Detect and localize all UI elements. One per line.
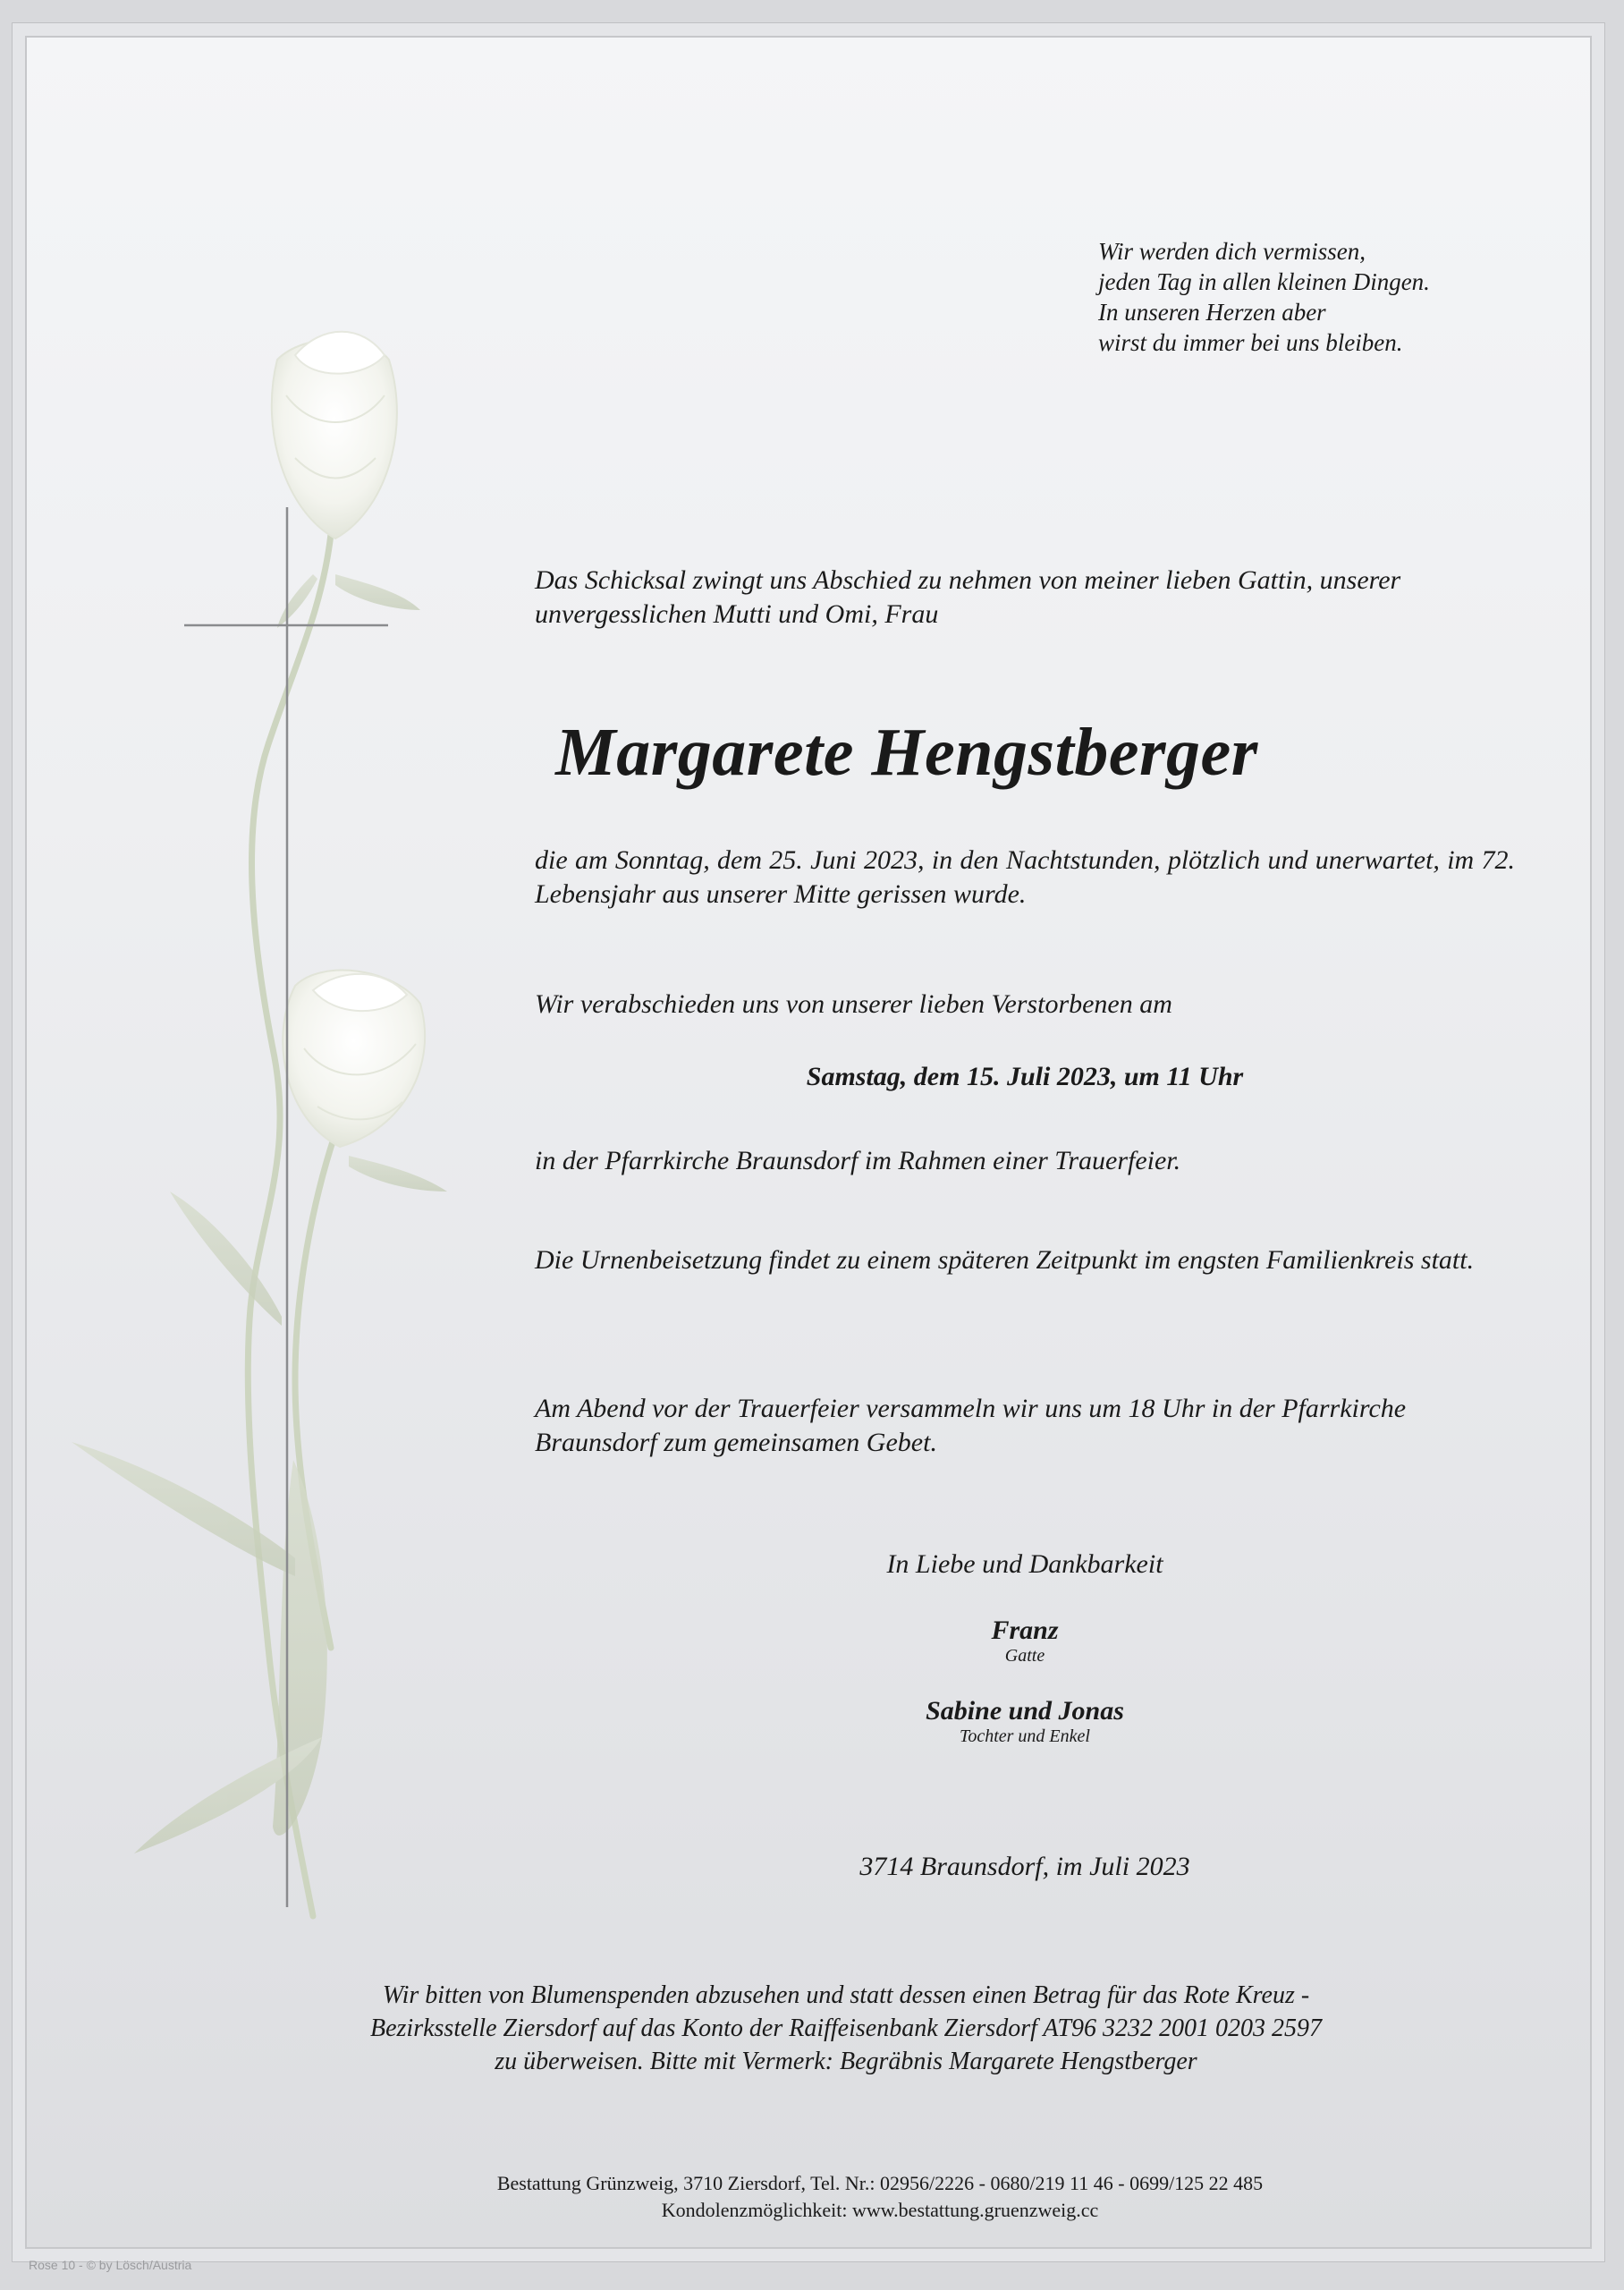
closing-phrase: In Liebe und Dankbarkeit xyxy=(886,1549,1163,1579)
funeral-home-footer xyxy=(27,2170,1590,2224)
donation-request xyxy=(27,1979,1590,2078)
poem-line: wirst du immer bei uns bleiben. xyxy=(1098,329,1403,356)
poem-line: Wir werden dich vermissen, xyxy=(1098,238,1366,265)
poem-line: In unseren Herzen aber xyxy=(1098,299,1326,326)
farewell-text: Wir verabschieden uns von unserer lieben Verstorbenen am xyxy=(535,989,1172,1019)
white-rose-cross-illustration xyxy=(27,38,1590,2247)
poem xyxy=(1098,236,1563,358)
funeral-home-contact: Bestattung Grünzweig, 3710 Ziersdorf, Tel. Nr.: 02956/2226 - 0680/219 11 46 - 0699/125 22 485 xyxy=(496,2172,1264,2194)
mourner-relation: Tochter und Enkel xyxy=(960,1726,1090,1746)
urn-burial-notice: Die Urnenbeisetzung findet zu einem späteren Zeitpunkt im engsten Familienkreis statt. xyxy=(535,1245,1475,1275)
mourner-relation: Gatte xyxy=(1004,1646,1045,1666)
rose-bottom-icon xyxy=(283,971,425,1147)
mourner-name: Sabine und Jonas xyxy=(926,1696,1124,1726)
rose-top-icon xyxy=(272,332,397,539)
intro-line: unvergesslichen Mutti und Omi, Frau xyxy=(535,599,939,629)
copyright-mark: Rose 10 - © by Lösch/Austria xyxy=(29,2258,192,2272)
donation-line: zu überweisen. Bitte mit Vermerk: Begräbnis Margarete Hengstberger xyxy=(495,2048,1197,2075)
intro-text xyxy=(535,564,1515,632)
mourner xyxy=(535,1696,1515,1747)
mourner xyxy=(535,1616,1515,1667)
obituary-card xyxy=(27,38,1590,2247)
mourner-name: Franz xyxy=(991,1616,1059,1645)
donation-line: Bezirksstelle Ziersdorf auf das Konto der Raiffeisenbank Ziersdorf AT96 3232 2001 0203 2597 xyxy=(370,2014,1322,2042)
place-and-date: 3714 Braunsdorf, im Juli 2023 xyxy=(859,1852,1190,1881)
intro-line: Das Schicksal zwingt uns Abschied zu nehmen von meiner lieben Gattin, unserer xyxy=(535,565,1401,595)
evening-prayer-notice: Am Abend vor der Trauerfeier versammeln wir uns um 18 Uhr in der Pfarrkirche Braunsdorf zum gemeinsamen Gebet. xyxy=(535,1394,1407,1457)
ceremony-place: in der Pfarrkirche Braunsdorf im Rahmen einer Trauerfeier. xyxy=(535,1146,1181,1175)
poem-line: jeden Tag in allen kleinen Dingen. xyxy=(1098,268,1430,295)
deceased-name: Margarete Hengstberger xyxy=(555,715,1258,790)
condolence-link[interactable]: Kondolenzmöglichkeit: www.bestattung.gruenzweig.cc xyxy=(661,2199,1099,2221)
ceremony-date: Samstag, dem 15. Juli 2023, um 11 Uhr xyxy=(806,1062,1244,1091)
donation-line: Wir bitten von Blumenspenden abzusehen und statt dessen einen Betrag für das Rote Kreuz - xyxy=(382,1981,1310,2009)
death-notice: die am Sonntag, dem 25. Juni 2023, in den Nachtstunden, plötzlich und unerwartet, im 72. Lebensjahr aus unserer Mitte gerissen wurde. xyxy=(535,845,1515,909)
